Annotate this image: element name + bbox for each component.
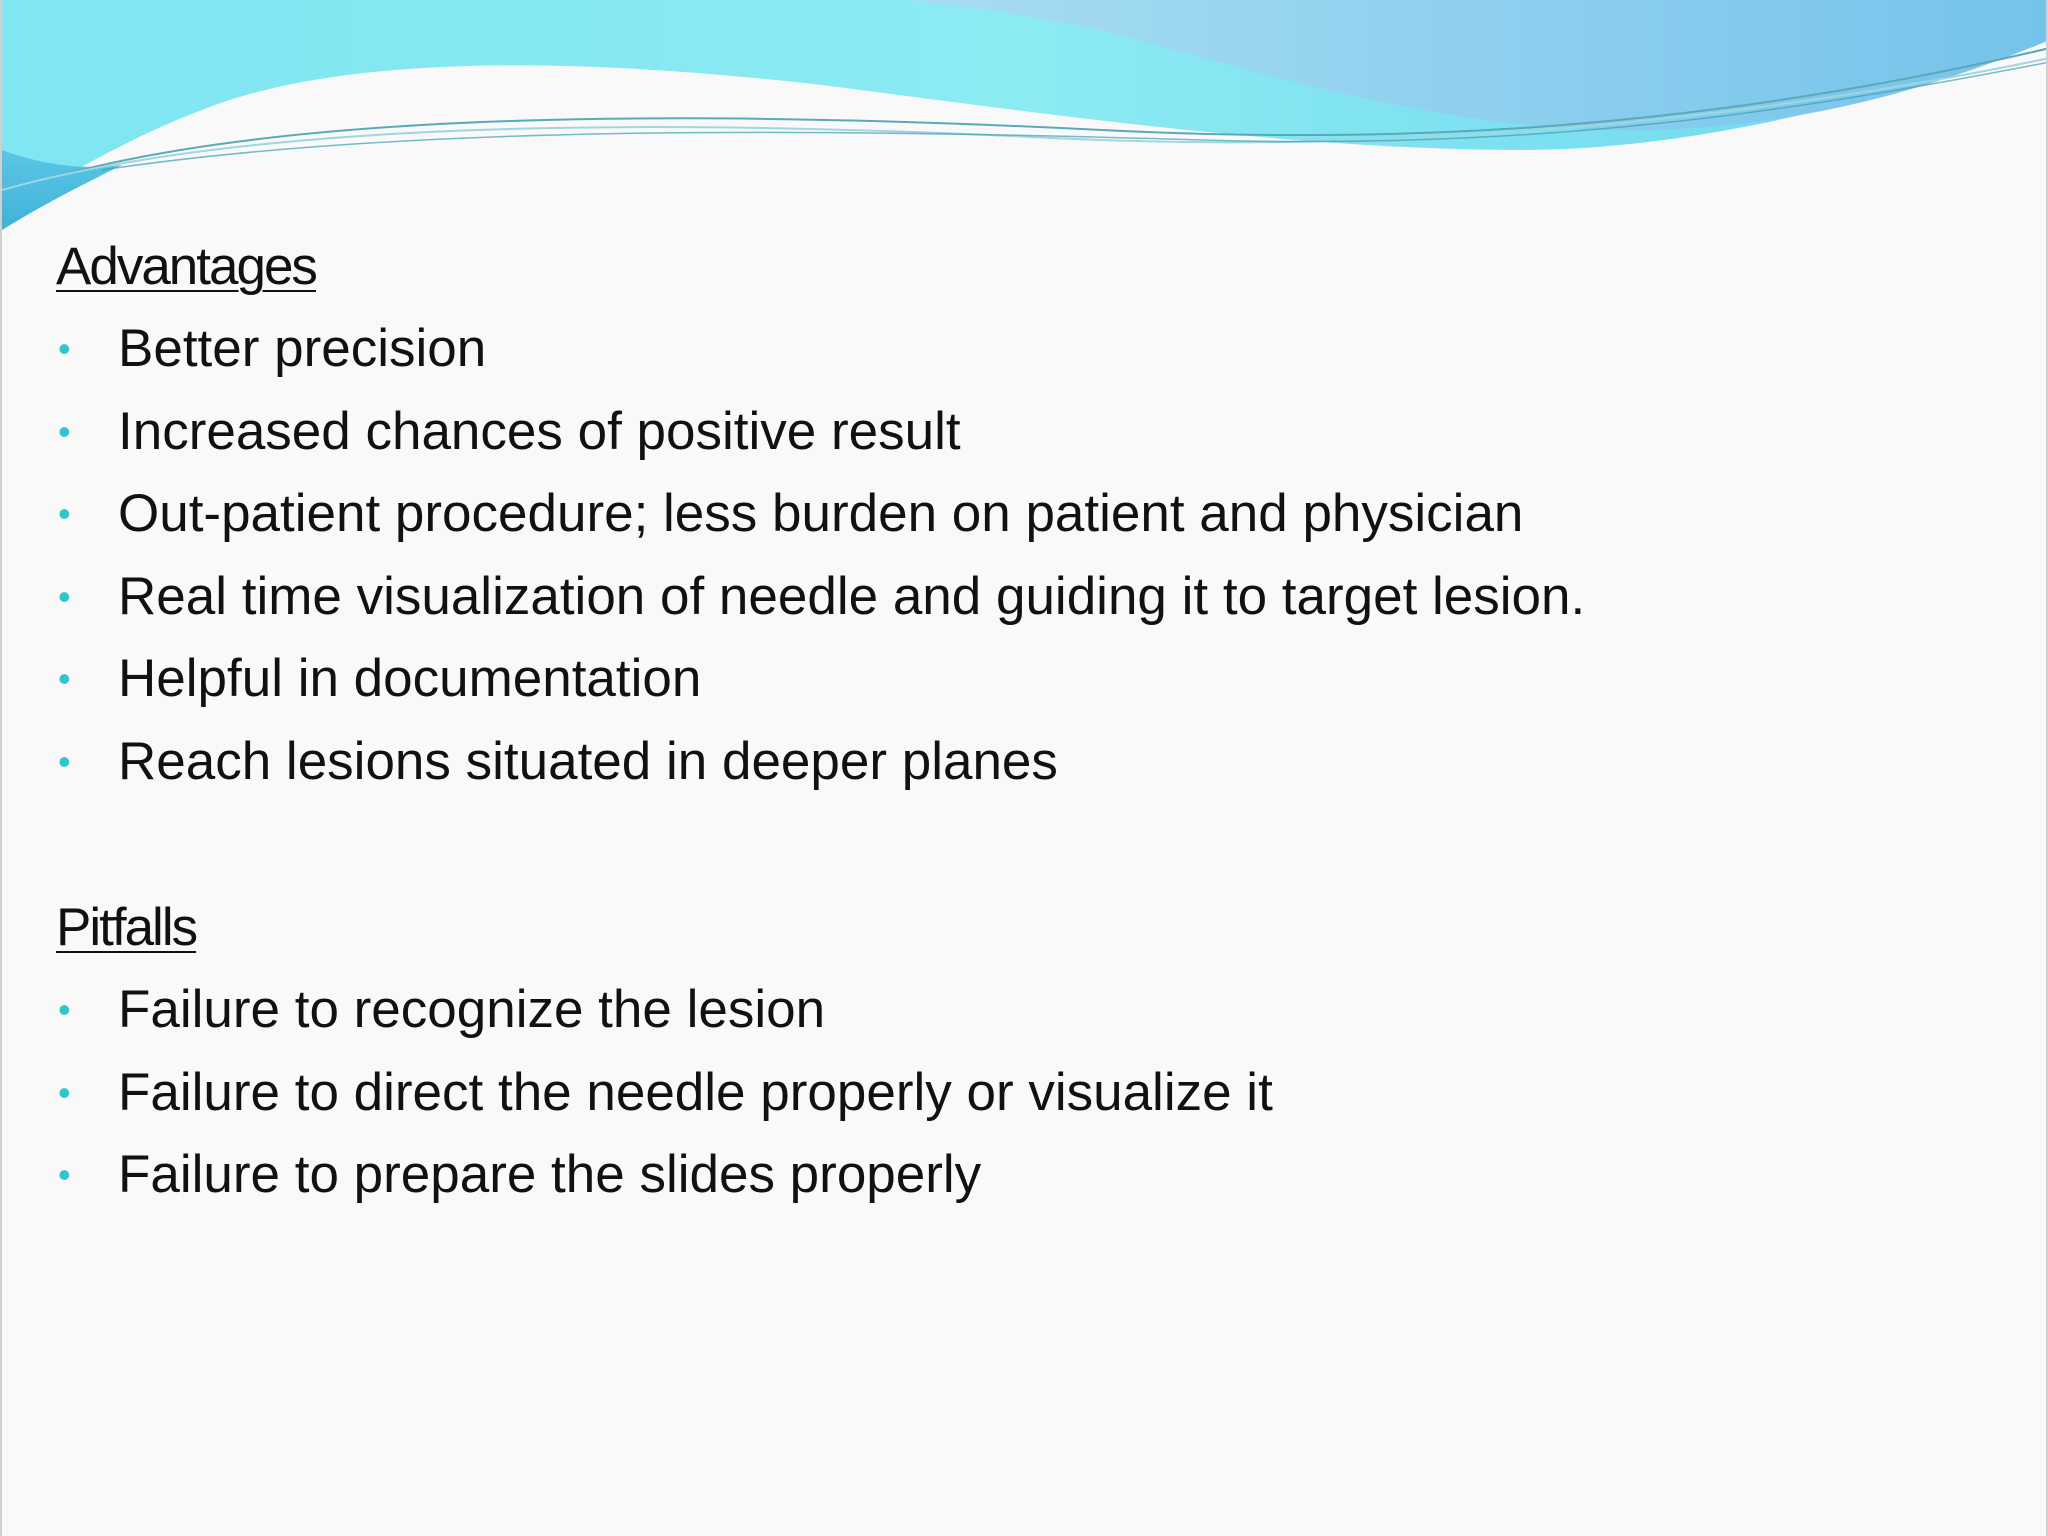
bullet-icon: • [58, 740, 71, 782]
advantages-list [56, 308, 1996, 803]
bullet-icon: • [58, 1071, 71, 1113]
bullet-icon: • [58, 575, 71, 617]
bullet-icon: • [58, 1154, 71, 1195]
header-wave-decoration [2, 0, 2048, 240]
list-item [56, 556, 1996, 639]
bullet-icon: • [58, 989, 71, 1030]
list-item-text: Helpful in documentation [118, 649, 702, 708]
advantages-heading: Advantages [56, 237, 316, 296]
list-item [56, 721, 1996, 804]
list-item [56, 969, 1996, 1052]
list-item-text: Reach lesions situated in deeper planes [118, 731, 1058, 791]
bullet-icon: • [58, 493, 71, 534]
list-item [56, 308, 1996, 391]
list-item [56, 473, 1996, 556]
list-item-text: Failure to direct the needle properly or visualize it [118, 1062, 1273, 1122]
bullet-icon: • [58, 658, 71, 699]
list-item-text: Real time visualization of needle and guiding it to target lesion. [118, 566, 1586, 626]
slide-body [56, 226, 1996, 1217]
bullet-icon: • [58, 328, 71, 369]
list-item-text: Failure to recognize the lesion [118, 980, 826, 1039]
list-item [56, 1134, 1996, 1217]
bullet-icon: • [58, 410, 71, 452]
pitfalls-heading: Pitfalls [56, 898, 197, 957]
section-spacer [56, 803, 1996, 887]
list-item-text: Out-patient procedure; less burden on patient and physician [118, 484, 1524, 543]
list-item-text: Better precision [118, 319, 487, 378]
list-item [56, 391, 1996, 474]
pitfalls-list [56, 969, 1996, 1217]
list-item-text: Increased chances of positive result [118, 401, 961, 461]
list-item-text: Failure to prepare the slides properly [118, 1145, 982, 1204]
list-item [56, 638, 1996, 721]
list-item [56, 1052, 1996, 1135]
